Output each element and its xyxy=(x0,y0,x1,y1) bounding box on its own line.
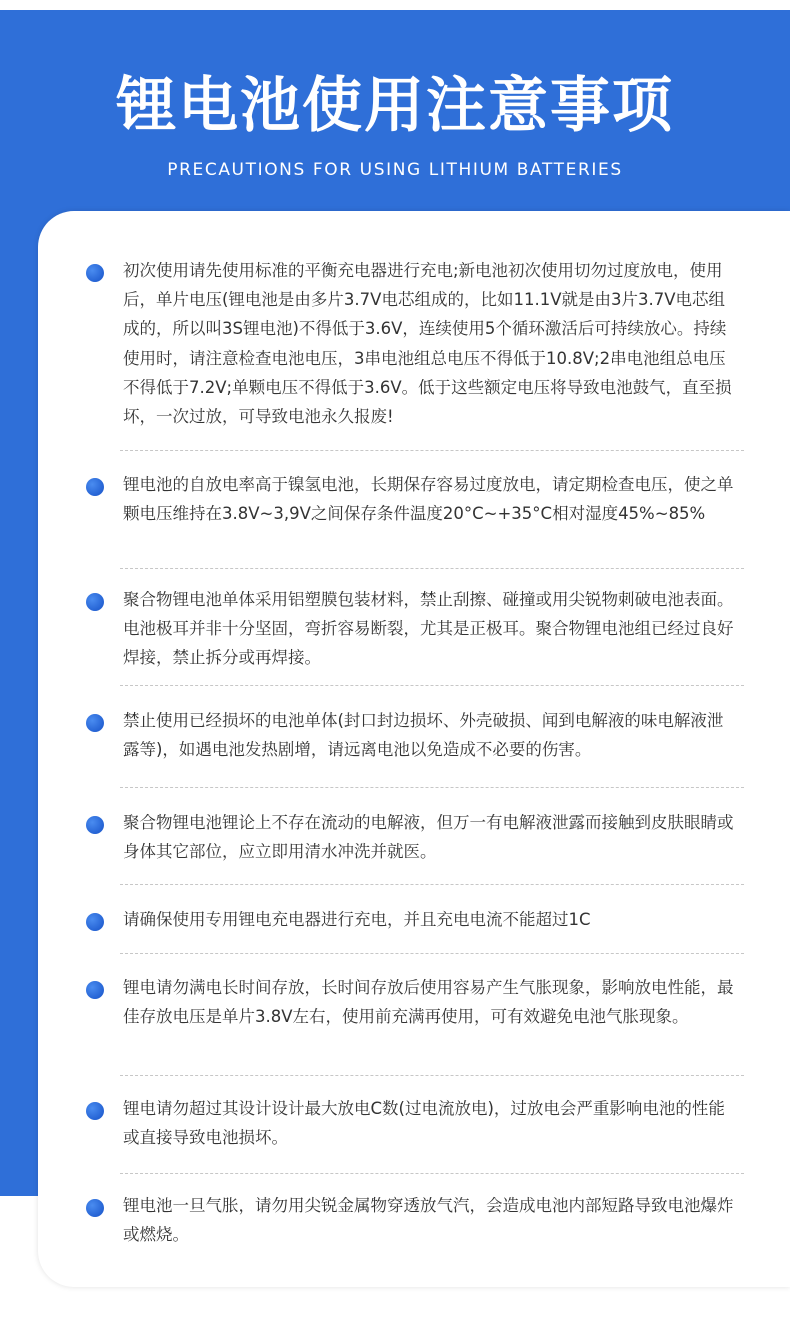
bullet-dot-icon xyxy=(86,913,104,931)
dashed-divider xyxy=(120,1075,744,1076)
list-item-text: 禁止使用已经损坏的电池单体(封口封边损坏、外壳破损、闻到电解液的味电解液泄露等)，如遇电池发热剧增，请远离电池以免造成不必要的伤害。 xyxy=(123,711,724,760)
bullet-dot-icon xyxy=(86,593,104,611)
list-item-text: 聚合物锂电池锂论上不存在流动的电解液，但万一有电解液泄露而接触到皮肤眼睛或身体其它部位，应立即用清水冲洗并就医。 xyxy=(123,813,734,862)
page-title: 锂电池使用注意事项 xyxy=(116,71,674,141)
list-item-text: 锂电请勿满电长时间存放，长时间存放后使用容易产生气胀现象，影响放电性能，最佳存放电压是单片3.8V左右，使用前充满再使用，可有效避免电池气胀现象。 xyxy=(123,978,734,1027)
dashed-divider xyxy=(120,568,744,569)
bullet-dot-icon xyxy=(86,1199,104,1217)
list-item-text: 锂电请勿超过其设计设计最大放电C数(过电流放电)，过放电会严重影响电池的性能或直接导致电池损坏。 xyxy=(123,1099,725,1148)
bullet-dot-icon xyxy=(86,1102,104,1120)
list-item-text: 锂电池的自放电率高于镍氢电池，长期保存容易过度放电，请定期检查电压，使之单颗电压维持在3.8V~3,9V之间保存条件温度20°C~+35°C相对湿度45%~85% xyxy=(123,475,734,524)
dashed-divider xyxy=(120,884,744,885)
dashed-divider xyxy=(120,787,744,788)
bullet-dot-icon xyxy=(86,478,104,496)
list-item-text: 聚合物锂电池单体采用铝塑膜包装材料，禁止刮擦、碰撞或用尖锐物刺破电池表面。电池极耳并非十分坚固，弯折容易断裂，尤其是正极耳。聚合物锂电池组已经过良好焊接，禁止拆分或再焊接。 xyxy=(123,590,734,668)
bullet-dot-icon xyxy=(86,981,104,999)
list-item-text: 锂电池一旦气胀，请勿用尖锐金属物穿透放气汽，会造成电池内部短路导致电池爆炸或燃烧。 xyxy=(123,1196,734,1245)
dashed-divider xyxy=(120,450,744,451)
bullet-dot-icon xyxy=(86,264,104,282)
dashed-divider xyxy=(120,1173,744,1174)
bullet-dot-icon xyxy=(86,816,104,834)
precautions-card xyxy=(38,211,790,1287)
page-subtitle: PRECAUTIONS FOR USING LITHIUM BATTERIES xyxy=(167,160,623,180)
list-item-text: 请确保使用专用锂电充电器进行充电，并且充电电流不能超过1C xyxy=(123,910,591,929)
dashed-divider xyxy=(120,685,744,686)
list-item-text: 初次使用请先使用标准的平衡充电器进行充电;新电池初次使用切勿过度放电，使用后，单片电压(锂电池是由多片3.7V电芯组成的，比如11.1V就是由3片3.7V电芯组成的，所以叫3S锂电池)不得低于3.6V，连续使用5个循环激活后可持续放心。持续使用时，请注意检查电池电压，3串电池组总电压不得低于10.8V;2串电池组总电压不得低于7.2V;单颗电压不得低于3.6V。低于这些额定电压将导致电池鼓气，直至损坏，一次过放，可导致电池永久报废! xyxy=(123,261,732,427)
dashed-divider xyxy=(120,953,744,954)
bullet-dot-icon xyxy=(86,714,104,732)
